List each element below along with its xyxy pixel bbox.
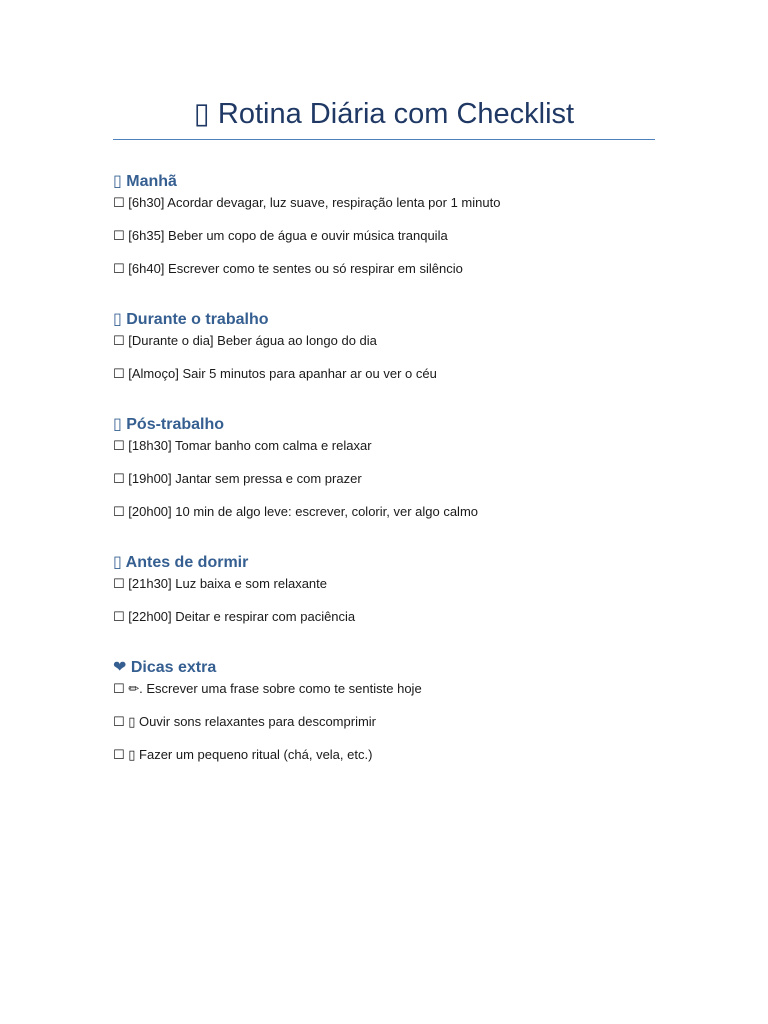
checklist-item[interactable]: ☐ ▯ Ouvir sons relaxantes para descomprimir	[113, 714, 377, 729]
checklist-item[interactable]: ☐ [18h30] Tomar banho com calma e relaxar	[113, 438, 372, 453]
section-heading: ▯ Durante o trabalho	[113, 311, 269, 328]
section-durante-o-trabalho	[113, 309, 655, 383]
checklist-item[interactable]: ☐ ✏. Escrever uma frase sobre como te sentiste hoje	[113, 681, 422, 696]
checklist-item[interactable]: ☐ [22h00] Deitar e respirar com paciência	[113, 609, 356, 624]
checklist-item[interactable]: ☐ [Durante o dia] Beber água ao longo do dia	[113, 333, 377, 348]
checklist-item[interactable]: ☐ [19h00] Jantar sem pressa e com prazer	[113, 471, 362, 486]
checklist-item[interactable]: ☐ [6h40] Escrever como te sentes ou só respirar em silêncio	[113, 261, 463, 276]
section-manha	[113, 171, 655, 278]
checklist-item[interactable]: ☐ [6h30] Acordar devagar, luz suave, respiração lenta por 1 minuto	[113, 195, 501, 210]
section-heading: ❤ Dicas extra	[113, 659, 217, 676]
title-divider	[113, 139, 655, 140]
checklist-item[interactable]: ☐ [6h35] Beber um copo de água e ouvir música tranquila	[113, 228, 448, 243]
checklist-item[interactable]: ☐ [Almoço] Sair 5 minutos para apanhar ar ou ver o céu	[113, 366, 437, 381]
section-heading: ▯ Antes de dormir	[113, 554, 249, 571]
document-page	[113, 0, 655, 764]
checklist-item[interactable]: ☐ [20h00] 10 min de algo leve: escrever, colorir, ver algo calmo	[113, 504, 479, 519]
section-antes-de-dormir	[113, 552, 655, 626]
page-title: ▯ Rotina Diária com Checklist	[193, 98, 575, 130]
section-heading: ▯ Manhã	[113, 173, 177, 190]
section-heading: ▯ Pós-trabalho	[113, 416, 225, 433]
checklist-item[interactable]: ☐ [21h30] Luz baixa e som relaxante	[113, 576, 328, 591]
checklist-item[interactable]: ☐ ▯ Fazer um pequeno ritual (chá, vela, etc.)	[113, 747, 373, 762]
section-pos-trabalho	[113, 414, 655, 521]
section-dicas-extra	[113, 657, 655, 764]
